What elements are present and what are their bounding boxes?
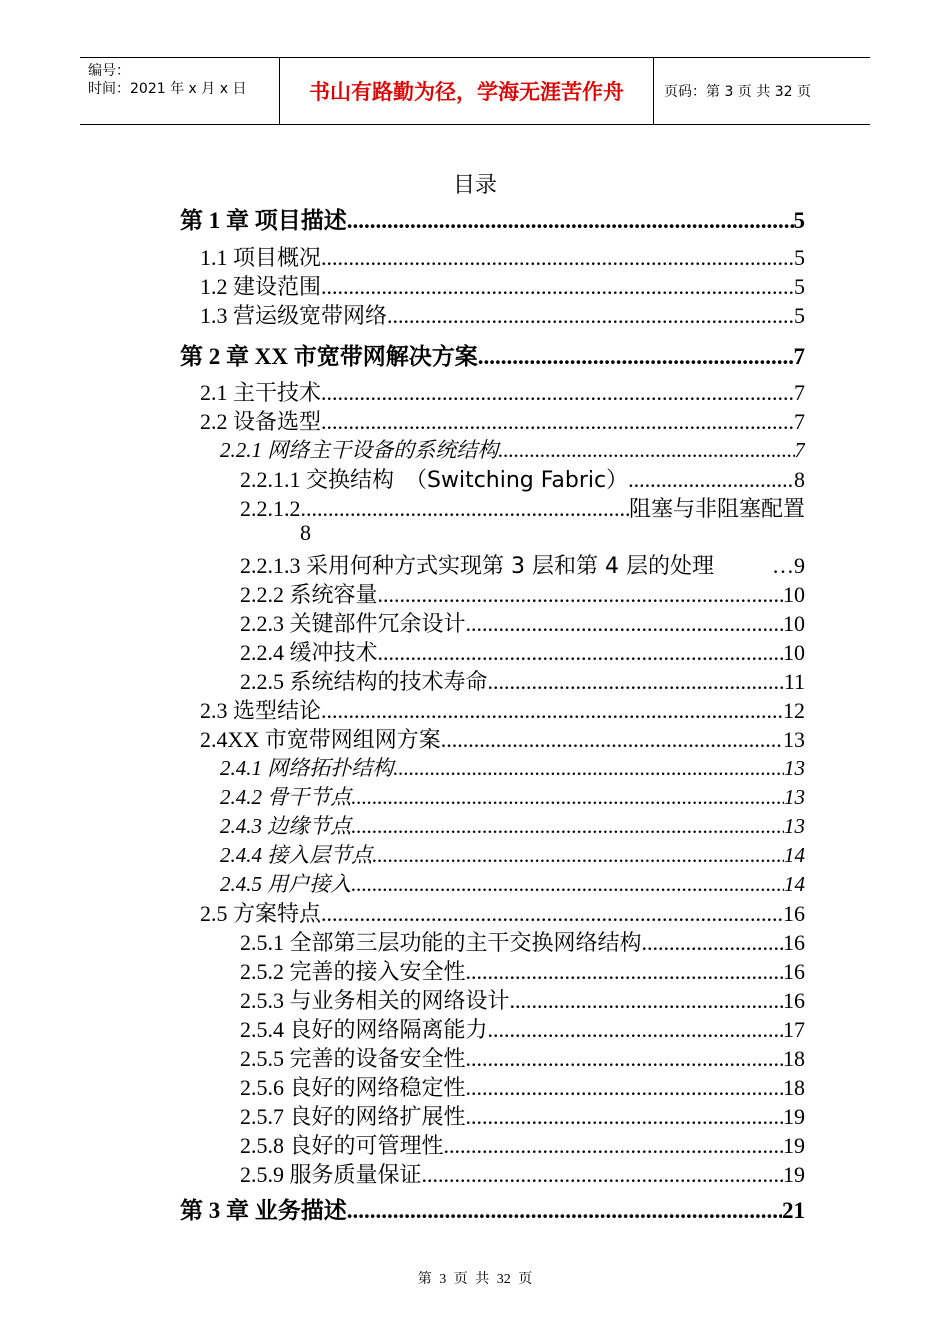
toc-entry-text: 采用何种方式实现第 3 层和第 4 层的处理 <box>306 554 714 579</box>
toc-entry-2-5-1[interactable] <box>240 926 805 957</box>
toc-entry-number: 2.5.5 <box>240 1046 290 1071</box>
toc-entry-text: 系统容量 <box>289 583 378 608</box>
toc-entry-number: 2.2.1.1 <box>240 467 306 492</box>
toc-leader-dots <box>321 274 794 300</box>
toc-entry-page: 14 <box>784 872 805 896</box>
toc-entry-1-2[interactable] <box>200 270 805 301</box>
toc-entry-text: 与业务相关的网络设计 <box>289 989 510 1014</box>
toc-entry-page: 12 <box>783 698 805 723</box>
toc-entry-page: 7 <box>793 344 805 369</box>
toc-entry-text: 全部第三层功能的主干交换网络结构 <box>289 931 642 956</box>
toc-entry-number: 2.3 <box>200 698 233 723</box>
toc-entry-page: 10 <box>783 640 805 665</box>
toc-entry-page: 5 <box>794 245 805 270</box>
toc-entry-text: 完善的设备安全性 <box>289 1047 466 1072</box>
toc-entry-page: 14 <box>784 843 805 867</box>
toc-leader-dots <box>441 727 783 753</box>
toc-title: 目录 <box>452 173 497 198</box>
toc-entry-page: 7 <box>794 380 805 405</box>
toc-entry-text: 市宽带网组网方案 <box>264 728 441 753</box>
toc-entry-number: 2.5.1 <box>240 930 290 955</box>
toc-entry-text: 接入层节点 <box>267 843 373 867</box>
toc-entry-number: 2.5.4 <box>240 1017 290 1042</box>
toc-entry-number: 2.2.3 <box>240 611 290 636</box>
toc-entry-2-2-2[interactable] <box>240 578 805 609</box>
toc-entry-2-5-8[interactable] <box>240 1129 805 1160</box>
toc-leader-dots <box>422 1162 783 1188</box>
toc-entry-text: 完善的接入安全性 <box>289 960 466 985</box>
toc-entry-text: 良好的网络扩展性 <box>289 1105 466 1130</box>
toc-entry-ch2[interactable] <box>180 338 805 371</box>
toc-entry-2-2-4[interactable] <box>240 636 805 667</box>
toc-entry-page: 19 <box>783 1133 805 1158</box>
toc-entry-2-2-1-3[interactable]: 2.2.1.3 采用何种方式实现第 3 层和第 4 层的处理 …9 <box>240 553 805 579</box>
toc-entry-text: 缓冲技术 <box>289 641 378 666</box>
toc-entry-page: 21 <box>782 1198 805 1223</box>
toc-entry-text: 良好的网络稳定性 <box>289 1076 466 1101</box>
toc-entry-page: 13 <box>784 785 805 809</box>
toc-entry-number: 2.4.5 <box>220 872 268 896</box>
page-header <box>80 57 870 125</box>
toc-entry-text: 网络拓扑结构 <box>267 756 394 780</box>
toc-entry-text: 业务描述 <box>254 1198 347 1224</box>
toc-entry-text: 良好的可管理性 <box>289 1134 444 1159</box>
toc-entry-number: 2.2.4 <box>240 640 290 665</box>
toc-entry-number: 2.2.1.2 <box>240 496 301 521</box>
toc-entry-page: 5 <box>794 274 805 299</box>
toc-entry-2-1[interactable] <box>200 376 805 407</box>
toc-leader-dots <box>351 872 784 897</box>
toc-entry-number: 2.2.2 <box>240 582 290 607</box>
toc-entry-number: 第 3 章 <box>180 1198 255 1223</box>
toc-leader-dots <box>466 1075 783 1101</box>
document-number-label: 编号： <box>88 63 130 79</box>
toc-leader-dots <box>628 467 794 493</box>
toc-entry-2-5-3[interactable] <box>240 984 805 1015</box>
toc-leader-dots <box>466 611 783 637</box>
toc-entry-text: 网络主干设备的系统结构 <box>267 438 499 462</box>
toc-entry-page: 16 <box>783 988 805 1013</box>
toc-leader-dots <box>321 698 783 724</box>
toc-entry-ch1[interactable] <box>180 202 805 235</box>
toc-entry-2-5-2[interactable] <box>240 955 805 986</box>
toc-leader-dots <box>347 208 794 234</box>
toc-entry-2-2-1-1[interactable] <box>240 463 805 494</box>
toc-entry-text: 市宽带网解决方案 <box>293 344 478 370</box>
toc-entry-number: 2.2 <box>200 409 233 434</box>
toc-entry-text: 系统结构的技术寿命 <box>289 670 488 695</box>
toc-entry-number: 2.5.8 <box>240 1133 290 1158</box>
toc-entry-number: 2.2.5 <box>240 669 290 694</box>
toc-entry-number: 2.4.1 <box>220 756 268 780</box>
toc-entry-page: 8 <box>300 520 311 545</box>
toc-leader-dots <box>347 1198 782 1224</box>
toc-leader-dots <box>321 409 794 435</box>
toc-entry-text: 交换结构 （Switching Fabric） <box>306 468 629 493</box>
toc-entry-number: 2.2.1 <box>220 438 268 462</box>
toc-entry-page: 7 <box>794 438 805 462</box>
header-motto: 书山有路勤为径，学海无涯苦作舟 <box>280 58 654 124</box>
toc-entry-number: 1.2 <box>200 274 233 299</box>
toc-entry-page: 16 <box>783 930 805 955</box>
toc-leader-dots <box>321 380 794 406</box>
toc-entry-page: 13 <box>783 727 805 752</box>
toc-entry-text: 营运级宽带网络 <box>233 304 388 329</box>
toc-entry-text: 边缘节点 <box>267 814 352 838</box>
toc-entry-page: 9 <box>794 553 805 578</box>
toc-leader-dots <box>466 959 783 985</box>
toc-entry-2-2-1[interactable] <box>220 434 805 464</box>
toc-leader-dots <box>478 344 794 370</box>
toc-entry-number: 第 2 章 XX <box>180 344 294 369</box>
toc-leader-dots <box>444 1133 783 1159</box>
toc-entry-2-4-5[interactable] <box>220 868 805 898</box>
toc-leader-dots <box>393 756 784 781</box>
toc-entry-text: 关键部件冗余设计 <box>289 612 466 637</box>
toc-leader-dots <box>351 814 784 839</box>
toc-entry-number: 2.1 <box>200 380 233 405</box>
toc-entry-2-4-3[interactable] <box>220 810 805 840</box>
toc-entry-text: 主干技术 <box>233 381 322 406</box>
toc-entry-number: 2.5.6 <box>240 1075 290 1100</box>
toc-entry-page: 8 <box>794 467 805 492</box>
toc-leader-dots <box>510 988 783 1014</box>
toc-entry-2-2-3[interactable] <box>240 607 805 638</box>
toc-entry-2-2-5[interactable] <box>240 665 805 696</box>
toc-leader-dots <box>488 1017 783 1043</box>
toc-leader-dots <box>466 1046 783 1072</box>
toc-entry-text: 良好的网络隔离能力 <box>289 1018 488 1043</box>
toc-entry-1-1[interactable] <box>200 241 805 272</box>
toc-entry-page: 7 <box>794 409 805 434</box>
toc-entry-text: 选型结论 <box>233 699 322 724</box>
toc-leader-dots <box>642 930 783 956</box>
toc-entry-2-5-7[interactable] <box>240 1100 805 1131</box>
toc-entry-2-5-4[interactable] <box>240 1013 805 1044</box>
toc-entry-page: 16 <box>783 959 805 984</box>
toc-entry-page: 13 <box>784 814 805 838</box>
toc-entry-text: 项目描述 <box>254 208 347 234</box>
toc-entry-number: 1.1 <box>200 245 233 270</box>
toc-entry-number: 2.5 <box>200 901 233 926</box>
toc-entry-page: 19 <box>783 1104 805 1129</box>
toc-leader-dots <box>378 582 783 608</box>
toc-entry-2-3[interactable] <box>200 694 805 725</box>
toc-entry-number: 1.3 <box>200 303 233 328</box>
toc-leader-dots <box>387 303 794 329</box>
toc-entry-1-3[interactable] <box>200 299 805 330</box>
toc-leader-dots <box>488 669 784 695</box>
toc-leader-dots <box>378 640 783 666</box>
toc-entry-number: 2.4.3 <box>220 814 268 838</box>
toc-leader-dots <box>321 245 794 271</box>
toc-entry-2-5[interactable] <box>200 897 805 928</box>
toc-entry-2-4-1[interactable] <box>220 752 805 782</box>
toc-entry-number: 2.4.2 <box>220 785 268 809</box>
toc-entry-number: 2.5.9 <box>240 1162 290 1187</box>
toc-entry-2-2-1-2[interactable] <box>240 492 805 523</box>
header-meta <box>80 58 280 124</box>
toc-entry-number: 2.5.7 <box>240 1104 290 1129</box>
toc-leader-dots <box>301 496 629 522</box>
toc-entry-number: 2.2.1.3 <box>240 553 306 578</box>
toc-entry-2-4[interactable] <box>200 723 805 754</box>
toc-entry-text: 方案特点 <box>233 902 322 927</box>
toc-entry-number: 2.4.4 <box>220 843 268 867</box>
toc-entry-number: 2.5.2 <box>240 959 290 984</box>
toc-entry-ch3[interactable] <box>180 1192 805 1225</box>
toc-leader-dots <box>372 843 784 868</box>
document-time-label: 时间：2021 年 x 月 x 日 <box>88 81 247 97</box>
toc-entry-text: 骨干节点 <box>267 785 352 809</box>
toc-leader-dots <box>466 1104 783 1130</box>
toc-entry-text: 阻塞与非阻塞配置 <box>628 497 805 522</box>
toc-entry-2-5-6[interactable] <box>240 1071 805 1102</box>
toc-entry-page: 13 <box>784 756 805 780</box>
toc-entry-2-5-9[interactable] <box>240 1158 805 1189</box>
toc-entry-page: 18 <box>783 1046 805 1071</box>
toc-entry-page: 19 <box>783 1162 805 1187</box>
toc-entry-page: 10 <box>783 611 805 636</box>
toc-entry-page: 11 <box>783 669 805 694</box>
toc-entry-page: 10 <box>783 582 805 607</box>
toc-entry-text: 设备选型 <box>233 410 322 435</box>
toc-entry-number: 2.4XX <box>200 727 265 752</box>
toc-leader-dots <box>498 438 794 463</box>
toc-leader-dots <box>351 785 784 810</box>
toc-entry-2-4-4[interactable] <box>220 839 805 869</box>
toc-entry-page: 5 <box>793 208 805 233</box>
toc-entry-2-4-2[interactable] <box>220 781 805 811</box>
toc-leader-dots <box>321 901 783 927</box>
toc-entry-page: 18 <box>783 1075 805 1100</box>
toc-entry-page: 5 <box>794 303 805 328</box>
toc-entry-text: 项目概况 <box>233 246 322 271</box>
toc-entry-number: 2.5.3 <box>240 988 290 1013</box>
toc-entry-text: 服务质量保证 <box>289 1163 422 1188</box>
toc-entry-text: 用户接入 <box>267 872 352 896</box>
header-page-info: 页码：第 3 页 共 32 页 <box>664 84 811 100</box>
toc-entry-2-2[interactable] <box>200 405 805 436</box>
toc-entry-number: 第 1 章 <box>180 208 255 233</box>
toc-entry-page: 16 <box>783 901 805 926</box>
page-footer: 第 3 页 共 32 页 <box>417 1272 533 1287</box>
toc-entry-text: 建设范围 <box>233 275 322 300</box>
toc-entry-page: 17 <box>783 1017 805 1042</box>
toc-entry-2-5-5[interactable] <box>240 1042 805 1073</box>
